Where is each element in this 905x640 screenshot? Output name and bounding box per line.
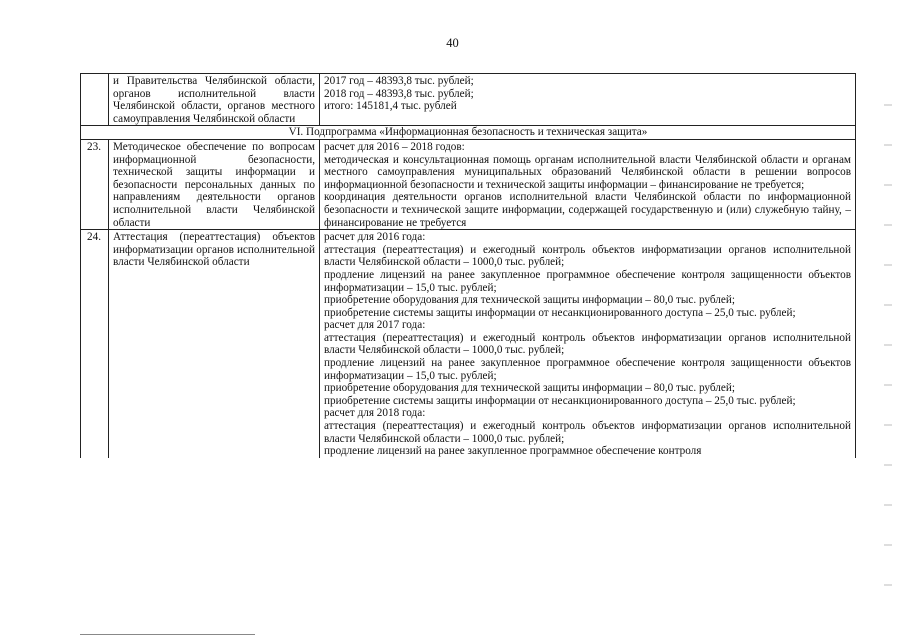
finance-line: методическая и консультационная помощь органам исполнительной власти Челябинской области и органам местного самоуправления муниципальных образований Челябинской области в решении вопросов информационной безопасности и технической защиты информации – финансирование не требуется; [324,153,851,191]
finance-line: приобретение оборудования для технической защиты информации – 80,0 тыс. рублей; [324,382,735,395]
finance-line: приобретение системы защиты информации от несанкционированного доступа – 25,0 тыс. рублей; [324,394,796,407]
event-name: Методическое обеспечение по вопросам информационной безопасности, технической защиты информации и безопасности персональных данных по направлениям деятельности органов исполнительной власти Челябинской области [109,139,320,229]
finance-line: продление лицензий на ранее закупленное программное обеспечение контроля защищенности объектов информатизации – 15,0 тыс. рублей; [324,268,851,294]
page-number: 40 [446,36,459,50]
page-bottom-rule [80,634,255,635]
event-name: Аттестация (переаттестация) объектов информатизации органов исполнительной власти Челябинской области [109,230,320,458]
program-table [80,73,856,458]
section-title: VI. Подпрограмма «Информационная безопасность и техническая защита» [81,126,856,140]
row-number: 24. [81,230,109,458]
finance-line: приобретение оборудования для технической защиты информации – 80,0 тыс. рублей; [324,294,735,307]
finance-line: продление лицензий на ранее закупленное программное обеспечение контроля защищенности объектов информатизации – 15,0 тыс. рублей; [324,357,851,382]
table-row [81,74,856,126]
scan-edge-artifact [884,90,892,610]
finance-line: приобретение системы защиты информации от несанкционированного доступа – 25,0 тыс. рублей; [324,306,796,319]
finance-line: расчет для 2016 года: [324,231,426,244]
finance-cell [320,139,856,229]
finance-line: аттестация (переаттестация) и ежегодный контроль объектов информатизации органов исполнительной власти Челябинской области – 1000,0 тыс. рублей; [324,331,851,357]
finance-line: аттестация (переаттестация) и ежегодный контроль объектов информатизации органов исполнительной власти Челябинской области – 1000,0 тыс. рублей; [324,243,851,269]
event-name: и Правительства Челябинской области, органов исполнительной власти Челябинской области, органов местного самоуправления Челябинской области [109,74,320,126]
table-row [81,139,856,229]
row-number: 23. [81,139,109,229]
section-header-row [81,126,856,140]
finance-line: координация деятельности органов исполнительной власти Челябинской области по информационной безопасности и технической защите информации, содержащей государственную и (или) служебную тайну, – финансирование не требуется [324,191,851,229]
table-row [81,230,856,458]
finance-line: итого: 145181,4 тыс. рублей [324,100,457,113]
finance-line: расчет для 2016 – 2018 годов: [324,140,465,153]
finance-line: 2018 год – 48393,8 тыс. рублей; [324,87,474,100]
finance-cell [320,230,856,458]
finance-line: расчет для 2017 года: [324,319,426,332]
finance-line: расчет для 2018 года: [324,407,426,420]
row-number [81,74,109,126]
finance-line: аттестация (переаттестация) и ежегодный контроль объектов информатизации органов исполнительной власти Челябинской области – 1000,0 тыс. рублей; [324,420,851,445]
finance-line: продление лицензий на ранее закупленное программное обеспечение контроля [324,445,702,458]
finance-line: 2017 год – 48393,8 тыс. рублей; [324,75,474,87]
finance-cell [320,74,856,126]
